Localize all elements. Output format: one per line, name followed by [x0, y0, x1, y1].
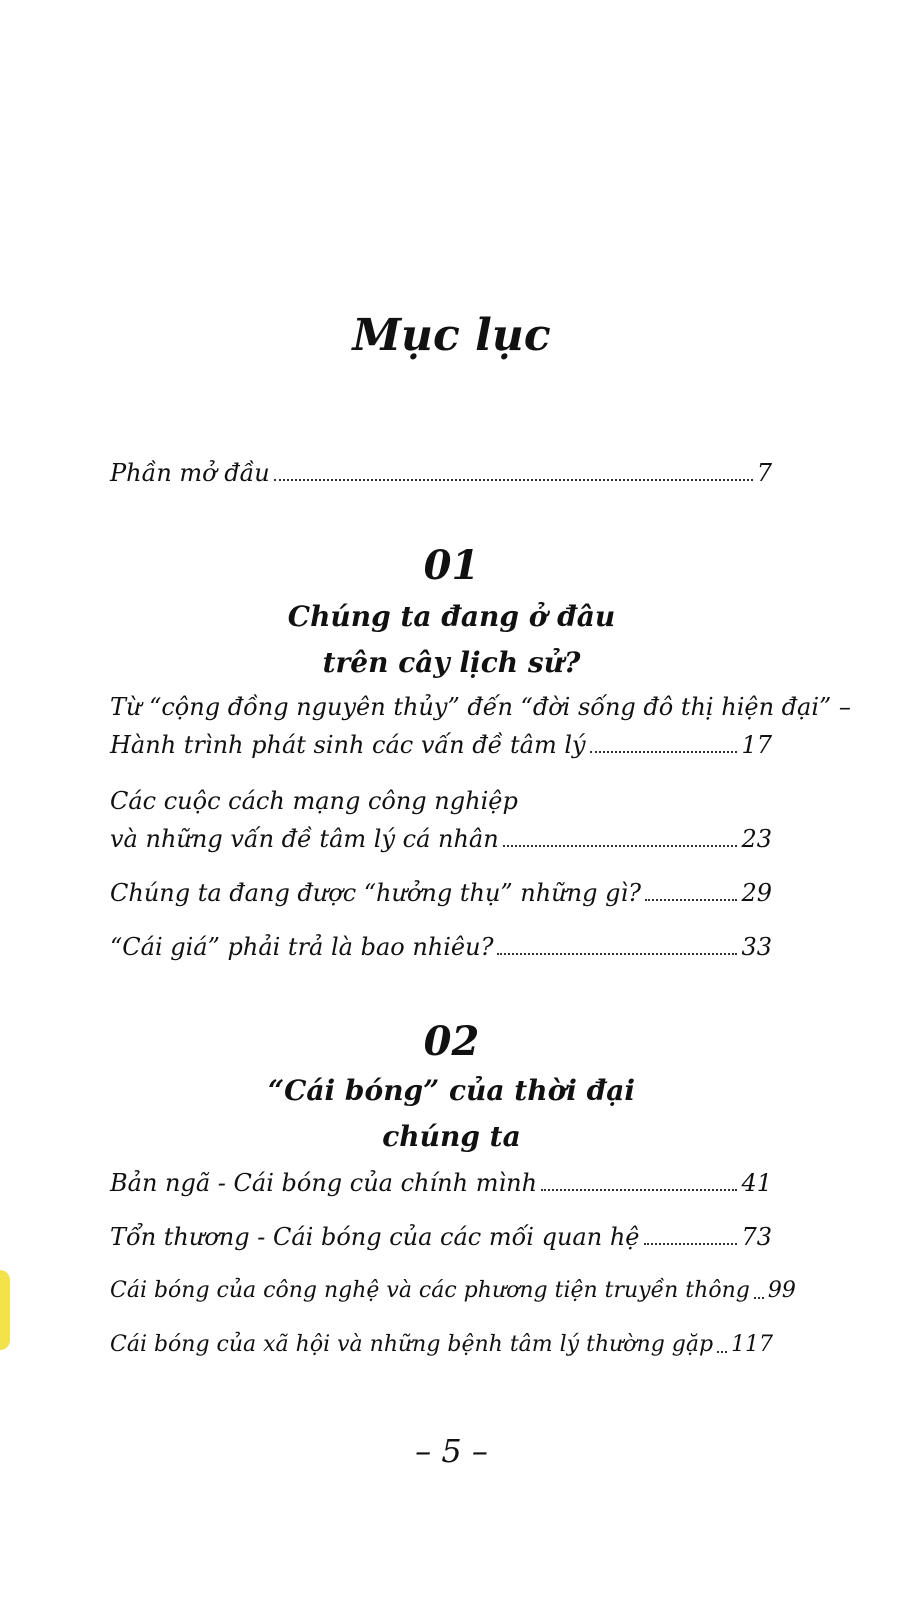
- toc-entry-label: “Cái giá” phải trả là bao nhiêu?: [110, 933, 494, 961]
- toc-entry-label-line1: Từ “cộng đồng nguyên thủy” đến “đời sống đô thị hiện đại” –: [110, 693, 851, 721]
- toc-entry-page: 23: [741, 825, 772, 853]
- toc-entry-label-line2: Hành trình phát sinh các vấn đề tâm lý: [110, 731, 586, 759]
- toc-entry-page: 33: [741, 933, 772, 961]
- toc-entry-page: 17: [741, 731, 772, 759]
- page-number: – 5 –: [415, 1432, 488, 1470]
- toc-entry: [110, 692, 851, 760]
- dot-leader: [590, 751, 738, 753]
- toc-entry: [110, 878, 772, 908]
- toc-entry-page: 73: [741, 1223, 772, 1251]
- section-title-line2: chúng ta: [382, 1120, 521, 1153]
- dot-leader: [717, 1351, 727, 1353]
- toc-entry-page: 41: [741, 1169, 772, 1197]
- dot-leader: [645, 899, 737, 901]
- section-title-line2: trên cây lịch sử?: [322, 646, 581, 679]
- toc-entry: [110, 1222, 772, 1252]
- toc-entry-label: Cái bóng của xã hội và những bệnh tâm lý thường gặp: [110, 1332, 714, 1357]
- section-title-line1: “Cái bóng” của thời đại: [268, 1074, 635, 1107]
- section-number: 02: [423, 1018, 480, 1065]
- toc-entry-label: Phần mở đầu: [110, 459, 270, 487]
- dot-leader: [274, 479, 753, 481]
- toc-entry: [110, 1168, 772, 1198]
- dot-leader: [503, 845, 738, 847]
- toc-entry-label: Bản ngã - Cái bóng của chính mình: [110, 1169, 538, 1197]
- dot-leader: [497, 953, 737, 955]
- toc-entry-page: 99: [767, 1278, 796, 1303]
- toc-entry-label-line2: và những vấn đề tâm lý cá nhân: [110, 825, 499, 853]
- toc-entry: [110, 932, 772, 962]
- toc-entry-label-line1: Các cuộc cách mạng công nghiệp: [110, 787, 518, 815]
- toc-entry-page: 7: [756, 459, 772, 487]
- toc-entry-page: 29: [741, 879, 772, 907]
- toc-entry: [110, 1276, 796, 1306]
- dot-leader: [644, 1243, 738, 1245]
- section-number: 01: [423, 542, 480, 589]
- page-edge-stain: [0, 1270, 10, 1350]
- toc-entry: [110, 786, 772, 854]
- page-title: Mục lục: [352, 310, 551, 361]
- toc-entry-label: Cái bóng của công nghệ và các phương tiện truyền thông: [110, 1278, 750, 1303]
- toc-entry: [110, 1330, 772, 1360]
- toc-entry-intro: [110, 458, 772, 488]
- toc-entry-label: Tổn thương - Cái bóng của các mối quan hệ: [110, 1223, 640, 1251]
- toc-entry-page: 117: [731, 1332, 774, 1357]
- dot-leader: [754, 1297, 764, 1299]
- dot-leader: [541, 1189, 737, 1191]
- toc-entry-label: Chúng ta đang được “hưởng thụ” những gì?: [110, 879, 642, 907]
- section-title-line1: Chúng ta đang ở đâu: [287, 600, 616, 633]
